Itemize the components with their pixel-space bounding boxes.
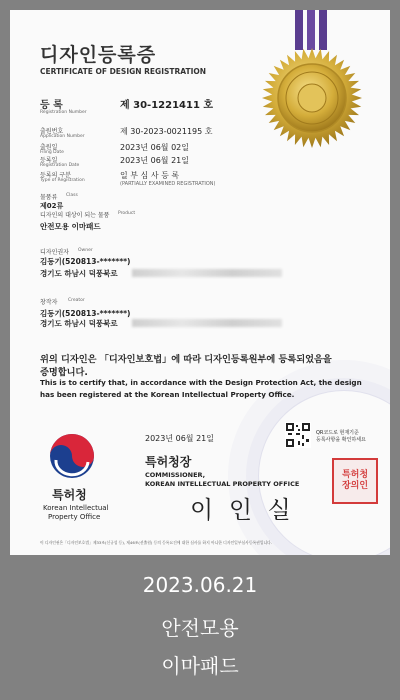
filing-date-label-en: Filing Date [40, 150, 64, 155]
creator-address-redaction [132, 319, 282, 327]
issue-date: 2023년 06월 21일 [145, 434, 214, 443]
app-no-label-en: Application Number [40, 134, 85, 139]
class-label: 물품류 [40, 194, 58, 201]
creator-label: 창작자 [40, 299, 58, 306]
reg-no-label-en: Registration Number [40, 110, 87, 115]
cert-title-en: CERTIFICATE OF DESIGN REGISTRATION [40, 67, 207, 76]
owner-address-redaction [132, 269, 282, 277]
caption-line-3: 이마패드 [161, 654, 239, 678]
reg-date: 2023년 06월 21일 [120, 156, 189, 165]
reg-no-label: 등 록 [40, 100, 63, 111]
commissioner-title: 특허청장 [145, 455, 192, 469]
office-name: 특허청 [52, 488, 87, 502]
filing-date: 2023년 06월 02일 [120, 143, 189, 152]
product: 안전모용 이마패드 [40, 222, 101, 231]
reg-date-label: 등록일 [40, 157, 58, 164]
signature: 이 인 실 [190, 496, 295, 524]
owner-address: 경기도 하남시 덕풍북로 [40, 269, 118, 278]
creator-label-en: Creator [68, 298, 85, 303]
footer-note: 이 디자인권은「디자인보호법」제33조(신규성 등), 제46조(선출원) 등의 등록요건에 대한 심사를 하지 아니한 디자인일부심사등록권입니다. [40, 540, 273, 545]
qr-note-2: 등록사항을 확인하세요 [316, 437, 366, 443]
reg-date-label-en: Registration Date [40, 163, 80, 168]
filing-date-label: 출원일 [40, 144, 58, 151]
office-name-en-1: Korean Intellectual [43, 504, 109, 512]
qr-code-icon [285, 422, 311, 448]
owner-label: 디자인권자 [40, 249, 69, 256]
cert-title: 디자인등록증 [40, 44, 157, 66]
app-no: 제 30-2023-0021195 호 [120, 127, 213, 136]
gold-seal-icon [260, 46, 364, 150]
statement-en-line1: This is to certify that, in accordance with the Design Protection Act, the design [40, 378, 362, 387]
caption-line-2: 안전모용 [161, 616, 239, 640]
product-label-en: Product [118, 211, 136, 216]
office-name-en-2: Property Office [48, 513, 101, 521]
product-label: 디자인의 대상이 되는 물품 [40, 212, 110, 219]
commissioner-en-1: COMMISSIONER, [145, 471, 206, 479]
reg-type-en: (PARTIALLY EXAMINED REGISTRATION) [120, 181, 216, 187]
statement-ko-line2: 증명합니다. [40, 367, 88, 378]
commissioner-en-2: KOREAN INTELLECTUAL PROPERTY OFFICE [145, 480, 300, 488]
owner-name: 김동기(520813-*******) [40, 257, 131, 266]
class-label-en: Class [66, 193, 78, 198]
app-no-label: 출원번호 [40, 128, 64, 135]
owner-label-en: Owner [78, 248, 93, 253]
certificate [10, 10, 390, 555]
creator-name: 김동기(520813-*******) [40, 309, 131, 318]
qr-note-1: QR코드로 현재기준 [316, 430, 359, 436]
creator-address: 경기도 하남시 덕풍북로 [40, 319, 118, 328]
official-seal-stamp [332, 458, 378, 504]
reg-type-label: 등록의 구분 [40, 172, 71, 179]
reg-type-label-en: Type of Registration [40, 178, 85, 183]
statement-en-line2: has been registered at the Korean Intellectual Property Office. [40, 390, 295, 399]
ribbon-left [295, 10, 303, 50]
class-value: 제02류 [40, 202, 64, 210]
reg-no: 제 30-1221411 호 [120, 100, 214, 111]
ribbon-right [319, 10, 327, 50]
kipo-logo-icon [48, 432, 96, 480]
ribbon-mid [307, 10, 315, 50]
caption-date: 2023.06.21 [142, 573, 258, 597]
seal-text: 특허청장의인 [341, 470, 369, 491]
statement-ko-line1: 위의 디자인은 「디자인보호법」에 따라 디자인등록원부에 등록되었음을 [40, 354, 332, 365]
reg-type: 일 부 심 사 등 록 [120, 171, 180, 180]
